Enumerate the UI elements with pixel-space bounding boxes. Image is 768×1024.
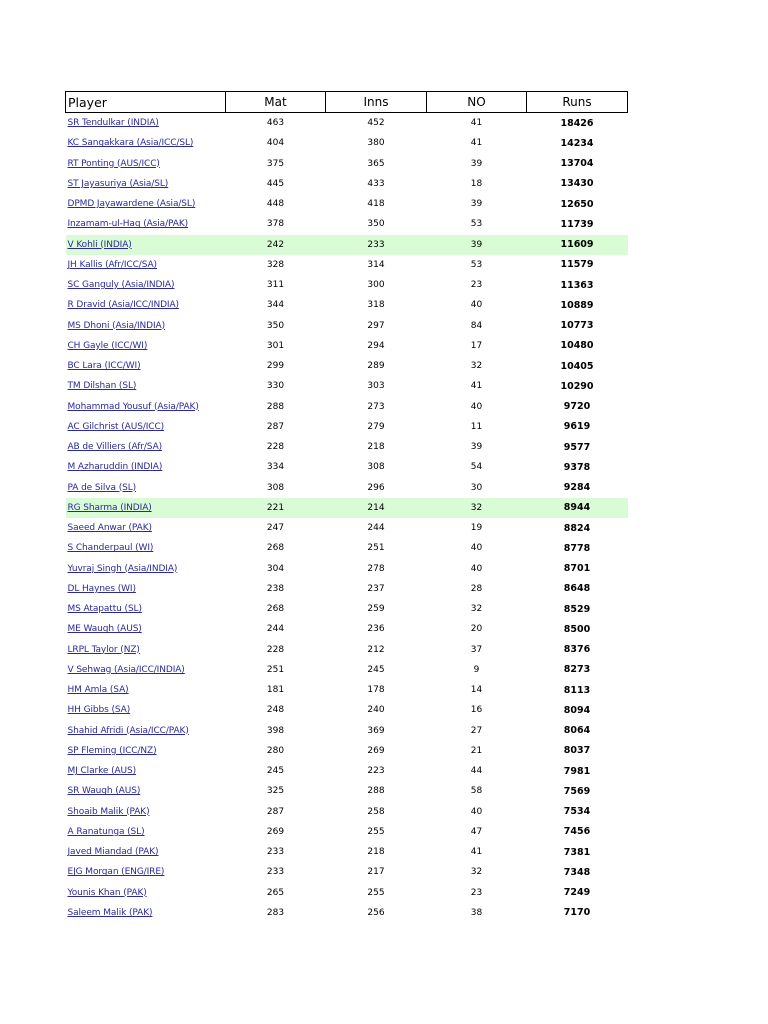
table-row — [66, 700, 628, 720]
player-cell — [66, 680, 226, 700]
runs-cell: 18426 — [560, 117, 594, 129]
inns-cell: 294 — [367, 340, 385, 351]
mat-cell: 265 — [266, 887, 285, 898]
not-out-cell: 53 — [470, 259, 483, 270]
runs-cell: 8529 — [563, 603, 591, 615]
not-out-cell: 28 — [470, 583, 483, 594]
not-out-cell: 32 — [470, 361, 483, 372]
table-row — [66, 903, 628, 923]
mat-cell: 445 — [266, 178, 285, 189]
player-link[interactable]: TM Dilshan (SL) — [67, 381, 137, 392]
player-cell — [66, 822, 226, 842]
runs-cell: 14234 — [560, 137, 594, 149]
not-out-cell: 39 — [470, 442, 483, 453]
player-cell — [66, 721, 226, 741]
player-link[interactable]: PA de Silva (SL) — [67, 482, 137, 493]
runs-cell: 8113 — [563, 684, 591, 696]
table-row — [66, 518, 628, 538]
table-row — [66, 559, 628, 579]
runs-cell: 8037 — [563, 745, 591, 757]
not-out-cell: 40 — [470, 543, 483, 554]
player-link[interactable]: Younis Khan (PAK) — [67, 887, 147, 898]
player-cell — [66, 862, 226, 882]
table-row — [66, 194, 628, 214]
runs-cell: 10889 — [560, 299, 594, 311]
player-cell — [66, 154, 226, 174]
inns-cell: 288 — [367, 786, 385, 797]
not-out-cell: 37 — [470, 644, 483, 655]
mat-cell: 308 — [266, 482, 285, 493]
runs-cell: 7170 — [563, 907, 591, 919]
runs-cell: 13704 — [560, 158, 594, 170]
runs-cell: 8778 — [563, 542, 591, 554]
inns-cell: 369 — [367, 725, 385, 736]
table-row — [66, 437, 628, 457]
mat-cell: 325 — [266, 786, 285, 797]
runs-cell: 13430 — [560, 178, 594, 190]
player-cell — [66, 437, 226, 457]
mat-cell: 448 — [266, 199, 285, 210]
runs-cell: 7249 — [563, 887, 591, 899]
not-out-cell: 14 — [470, 685, 483, 696]
mat-cell: 287 — [266, 806, 285, 817]
inns-cell: 212 — [367, 644, 385, 655]
mat-cell: 269 — [266, 826, 285, 837]
inns-cell: 256 — [367, 907, 385, 918]
mat-cell: 283 — [266, 907, 285, 918]
table-row — [66, 498, 628, 518]
player-cell — [66, 660, 226, 680]
inns-cell: 308 — [367, 462, 385, 473]
mat-cell: 328 — [266, 259, 285, 270]
player-link[interactable]: Saeed Anwar (PAK) — [67, 523, 152, 534]
mat-cell: 463 — [266, 118, 285, 129]
player-cell — [66, 478, 226, 498]
table-row — [66, 842, 628, 862]
table-row — [66, 154, 628, 174]
player-cell — [66, 619, 226, 639]
mat-cell: 344 — [266, 300, 285, 311]
player-cell — [66, 174, 226, 194]
runs-cell: 11363 — [560, 279, 594, 291]
inns-cell: 236 — [367, 624, 385, 635]
inns-cell: 418 — [367, 199, 385, 210]
inns-cell: 289 — [367, 361, 385, 372]
player-link[interactable]: EJG Morgan (ENG/IRE) — [67, 867, 165, 878]
mat-cell: 238 — [266, 583, 285, 594]
table-row — [66, 356, 628, 376]
mat-cell: 288 — [266, 401, 285, 412]
runs-cell: 9720 — [563, 401, 591, 413]
runs-cell: 8273 — [563, 664, 591, 676]
runs-cell: 8064 — [563, 725, 591, 737]
player-link[interactable]: SR Waugh (AUS) — [67, 786, 141, 797]
player-cell — [66, 802, 226, 822]
player-cell — [66, 761, 226, 781]
player-cell — [66, 599, 226, 619]
runs-cell: 12650 — [560, 198, 594, 210]
inns-cell: 278 — [367, 563, 385, 574]
table-row — [66, 680, 628, 700]
player-link[interactable]: ST Jayasuriya (Asia/SL) — [67, 178, 169, 189]
player-link[interactable]: MJ Clarke (AUS) — [67, 766, 137, 777]
player-link[interactable]: CH Gayle (ICC/WI) — [67, 340, 148, 351]
not-out-cell: 32 — [470, 604, 483, 615]
runs-cell: 7981 — [563, 765, 591, 777]
runs-cell: 8648 — [563, 583, 591, 595]
mat-cell: 242 — [226, 235, 326, 255]
player-link[interactable]: V Sehwag (Asia/ICC/INDIA) — [67, 664, 185, 675]
inns-cell: 255 — [367, 887, 385, 898]
player-link[interactable]: S Chanderpaul (WI) — [67, 543, 154, 554]
not-out-cell: 40 — [470, 806, 483, 817]
not-out-cell: 23 — [470, 280, 483, 291]
player-link[interactable]: DPMD Jayawardene (Asia/SL) — [67, 199, 196, 210]
mat-cell: 221 — [226, 498, 326, 518]
not-out-cell: 54 — [470, 462, 483, 473]
not-out-cell: 20 — [470, 624, 483, 635]
table-row — [66, 376, 628, 396]
player-link[interactable]: KC Sangakkara (Asia/ICC/SL) — [67, 138, 194, 149]
inns-cell: 255 — [367, 826, 385, 837]
table-row — [66, 397, 628, 417]
not-out-cell: 19 — [470, 523, 483, 534]
player-link[interactable]: JH Kallis (Afr/ICC/SA) — [67, 259, 157, 270]
table-row — [66, 275, 628, 295]
table-row — [66, 761, 628, 781]
not-out-cell: 11 — [470, 421, 483, 432]
mat-cell: 268 — [266, 543, 285, 554]
not-out-cell: 84 — [470, 320, 483, 331]
player-link[interactable]: SC Ganguly (Asia/INDIA) — [67, 280, 175, 291]
player-cell — [66, 255, 226, 275]
mat-cell: 251 — [266, 664, 285, 675]
table-row — [66, 579, 628, 599]
header-player: Player — [66, 92, 226, 113]
runs-cell: 11579 — [560, 259, 594, 271]
player-cell — [66, 640, 226, 660]
player-cell — [66, 781, 226, 801]
mat-cell: 378 — [266, 219, 285, 230]
not-out-cell: 40 — [470, 401, 483, 412]
not-out-cell: 41 — [470, 118, 483, 129]
inns-cell: 218 — [367, 442, 385, 453]
player-link[interactable]: AC Gilchrist (AUS/ICC) — [67, 421, 165, 432]
not-out-cell: 41 — [470, 381, 483, 392]
inns-cell: 233 — [326, 235, 427, 255]
player-cell — [66, 376, 226, 396]
inns-cell: 273 — [367, 401, 385, 412]
not-out-cell: 58 — [470, 786, 483, 797]
player-cell — [66, 417, 226, 437]
table-row — [66, 478, 628, 498]
inns-cell: 303 — [367, 381, 385, 392]
player-link[interactable]: MS Atapattu (SL) — [67, 604, 142, 615]
mat-cell: 244 — [266, 624, 285, 635]
player-link[interactable]: RT Ponting (AUS/ICC) — [67, 158, 160, 169]
table-row — [66, 538, 628, 558]
inns-cell: 433 — [367, 178, 385, 189]
inns-cell: 217 — [367, 867, 385, 878]
player-link[interactable]: Saleem Malik (PAK) — [67, 907, 153, 918]
not-out-cell: 47 — [470, 826, 483, 837]
not-out-cell: 21 — [470, 745, 483, 756]
not-out-cell: 44 — [470, 766, 483, 777]
player-link[interactable]: M Azharuddin (INDIA) — [67, 462, 163, 473]
not-out-cell: 16 — [470, 705, 483, 716]
table-row — [66, 255, 628, 275]
table-row — [66, 802, 628, 822]
mat-cell: 228 — [266, 644, 285, 655]
player-link[interactable]: ME Waugh (AUS) — [67, 624, 142, 635]
mat-cell: 311 — [266, 280, 285, 291]
table-row — [66, 883, 628, 903]
not-out-cell: 18 — [470, 178, 483, 189]
table-row — [66, 660, 628, 680]
runs-cell: 10405 — [560, 360, 594, 372]
not-out-cell: 30 — [470, 482, 483, 493]
player-cell — [66, 397, 226, 417]
player-link[interactable]: SR Tendulkar (INDIA) — [67, 118, 159, 129]
player-cell — [66, 518, 226, 538]
header-inns: Inns — [326, 92, 427, 113]
inns-cell: 380 — [367, 138, 385, 149]
runs-cell: 9284 — [563, 482, 591, 494]
inns-cell: 259 — [367, 604, 385, 615]
table-header — [66, 92, 628, 113]
inns-cell: 269 — [367, 745, 385, 756]
player-cell — [66, 903, 226, 923]
header-mat: Mat — [226, 92, 326, 113]
inns-cell: 365 — [367, 158, 385, 169]
not-out-cell: 9 — [473, 664, 480, 675]
player-cell — [66, 295, 226, 315]
runs-cell: 7381 — [563, 846, 591, 858]
mat-cell: 330 — [266, 381, 285, 392]
mat-cell: 247 — [266, 523, 285, 534]
not-out-cell: 27 — [470, 725, 483, 736]
runs-cell: 10480 — [560, 340, 594, 352]
inns-cell: 279 — [367, 421, 385, 432]
mat-cell: 304 — [266, 563, 285, 574]
runs-cell: 7569 — [563, 785, 591, 797]
runs-cell: 7456 — [563, 826, 591, 838]
inns-cell: 178 — [367, 685, 385, 696]
mat-cell: 404 — [266, 138, 285, 149]
player-cell — [66, 457, 226, 477]
runs-cell: 9619 — [563, 421, 591, 433]
mat-cell: 245 — [266, 766, 285, 777]
inns-cell: 452 — [367, 118, 385, 129]
table-row — [66, 417, 628, 437]
inns-cell: 314 — [367, 259, 385, 270]
player-cell — [66, 741, 226, 761]
player-link[interactable]: AB de Villiers (Afr/SA) — [67, 442, 163, 453]
not-out-cell: 41 — [470, 138, 483, 149]
header-runs: Runs — [527, 92, 628, 113]
table-row — [66, 721, 628, 741]
player-link[interactable]: SP Fleming (ICC/NZ) — [67, 745, 157, 756]
mat-cell: 181 — [266, 685, 285, 696]
player-cell — [66, 275, 226, 295]
player-link[interactable]: LRPL Taylor (NZ) — [67, 644, 140, 655]
inns-cell: 244 — [367, 523, 385, 534]
player-cell — [66, 316, 226, 336]
player-cell — [66, 336, 226, 356]
inns-cell: 223 — [367, 766, 385, 777]
mat-cell: 268 — [266, 604, 285, 615]
inns-cell: 318 — [367, 300, 385, 311]
player-link[interactable]: MS Dhoni (Asia/INDIA) — [67, 320, 165, 331]
inns-cell: 218 — [367, 847, 385, 858]
not-out-cell: 38 — [470, 907, 483, 918]
player-cell — [66, 356, 226, 376]
odi-runs-table — [65, 91, 628, 923]
runs-cell: 9577 — [563, 441, 591, 453]
mat-cell: 280 — [266, 745, 285, 756]
not-out-cell: 40 — [470, 563, 483, 574]
player-link[interactable]: Shahid Afridi (Asia/ICC/PAK) — [67, 725, 189, 736]
runs-cell: 11609 — [527, 235, 628, 255]
not-out-cell: 39 — [470, 199, 483, 210]
player-link[interactable]: Yuvraj Singh (Asia/INDIA) — [67, 563, 178, 574]
table-row — [66, 862, 628, 882]
runs-cell: 8500 — [563, 623, 591, 635]
player-link[interactable]: Shoaib Malik (PAK) — [67, 806, 150, 817]
inns-cell: 350 — [367, 219, 385, 230]
inns-cell: 251 — [367, 543, 385, 554]
not-out-cell: 32 — [470, 867, 483, 878]
table-row — [66, 235, 628, 255]
not-out-cell: 41 — [470, 847, 483, 858]
not-out-cell: 53 — [470, 219, 483, 230]
player-cell — [66, 235, 226, 255]
header-no: NO — [427, 92, 527, 113]
player-cell — [66, 538, 226, 558]
runs-cell: 8944 — [527, 498, 628, 518]
player-cell — [66, 842, 226, 862]
table-row — [66, 133, 628, 153]
runs-cell: 7348 — [563, 866, 591, 878]
table-row — [66, 295, 628, 315]
player-link[interactable]: RG Sharma (INDIA) — [67, 502, 152, 513]
player-cell — [66, 579, 226, 599]
mat-cell: 287 — [266, 421, 285, 432]
table-row — [66, 316, 628, 336]
player-link[interactable]: Javed Miandad (PAK) — [67, 847, 159, 858]
player-link[interactable]: BC Lara (ICC/WI) — [67, 361, 141, 372]
table-row — [66, 781, 628, 801]
player-link[interactable]: HM Amla (SA) — [67, 685, 129, 696]
table-row — [66, 741, 628, 761]
inns-cell: 258 — [367, 806, 385, 817]
inns-cell: 297 — [367, 320, 385, 331]
player-link[interactable]: Inzamam-ul-Haq (Asia/PAK) — [67, 219, 189, 230]
player-cell — [66, 214, 226, 234]
mat-cell: 228 — [266, 442, 285, 453]
not-out-cell: 23 — [470, 887, 483, 898]
inns-cell: 214 — [326, 498, 427, 518]
player-cell — [66, 498, 226, 518]
mat-cell: 375 — [266, 158, 285, 169]
runs-cell: 8094 — [563, 704, 591, 716]
runs-cell: 8376 — [563, 644, 591, 656]
runs-cell: 10773 — [560, 320, 594, 332]
runs-cell: 7534 — [563, 806, 591, 818]
player-link[interactable]: Mohammad Yousuf (Asia/PAK) — [67, 401, 199, 412]
not-out-cell: 32 — [427, 498, 527, 518]
table-row — [66, 457, 628, 477]
player-cell — [66, 883, 226, 903]
inns-cell: 237 — [367, 583, 385, 594]
not-out-cell: 17 — [470, 340, 483, 351]
player-cell — [66, 113, 226, 134]
not-out-cell: 40 — [470, 300, 483, 311]
player-cell — [66, 194, 226, 214]
player-link[interactable]: R Dravid (Asia/ICC/INDIA) — [67, 300, 179, 311]
mat-cell: 233 — [266, 847, 285, 858]
table-row — [66, 336, 628, 356]
table-row — [66, 822, 628, 842]
runs-cell: 9378 — [563, 461, 591, 473]
not-out-cell: 39 — [427, 235, 527, 255]
mat-cell: 334 — [266, 462, 285, 473]
player-link[interactable]: A Ranatunga (SL) — [67, 826, 145, 837]
runs-cell: 8701 — [563, 563, 591, 575]
inns-cell: 240 — [367, 705, 385, 716]
player-link[interactable]: DL Haynes (WI) — [67, 583, 136, 594]
runs-cell: 8824 — [563, 522, 591, 534]
runs-cell: 11739 — [560, 218, 594, 230]
player-link[interactable]: V Kohli (INDIA) — [67, 239, 132, 250]
mat-cell: 248 — [266, 705, 285, 716]
header-row — [66, 92, 628, 113]
mat-cell: 350 — [266, 320, 285, 331]
inns-cell: 296 — [367, 482, 385, 493]
table-row — [66, 113, 628, 134]
table-row — [66, 214, 628, 234]
player-cell — [66, 133, 226, 153]
inns-cell: 300 — [367, 280, 385, 291]
mat-cell: 233 — [266, 867, 285, 878]
table-row — [66, 599, 628, 619]
not-out-cell: 39 — [470, 158, 483, 169]
player-link[interactable]: HH Gibbs (SA) — [67, 705, 131, 716]
table-row — [66, 174, 628, 194]
player-cell — [66, 700, 226, 720]
mat-cell: 299 — [266, 361, 285, 372]
mat-cell: 398 — [266, 725, 285, 736]
table-row — [66, 619, 628, 639]
table-row — [66, 640, 628, 660]
table-body — [66, 113, 628, 924]
player-cell — [66, 559, 226, 579]
runs-cell: 10290 — [560, 380, 594, 392]
mat-cell: 301 — [266, 340, 285, 351]
inns-cell: 245 — [367, 664, 385, 675]
